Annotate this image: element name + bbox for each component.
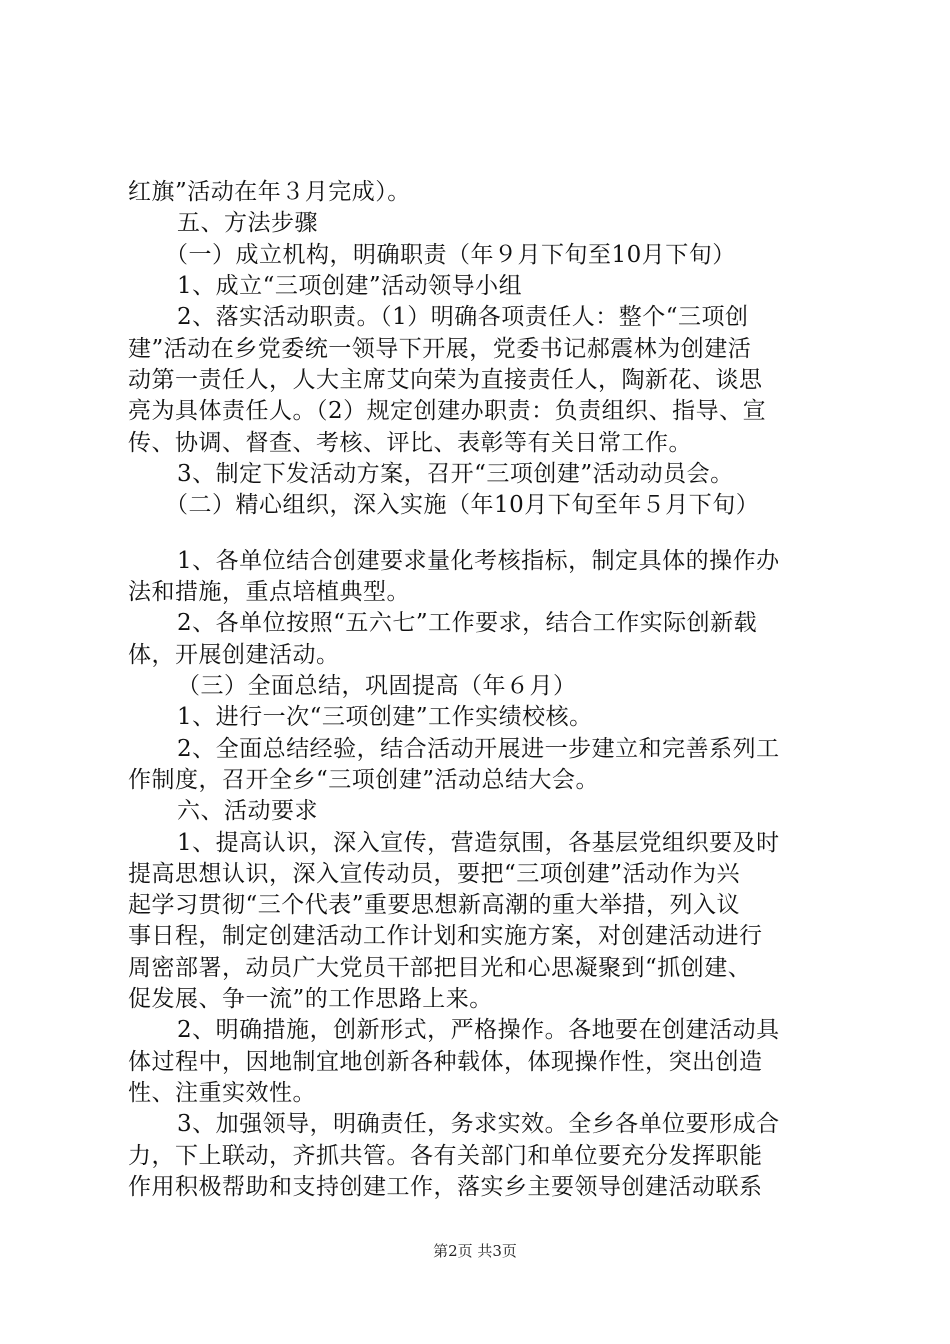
text-line: 作制度，召开全乡“三项创建”活动总结大会。 — [128, 766, 600, 793]
section-heading: 五、方法步骤 — [177, 210, 318, 237]
text-line: 1、进行一次“三项创建”工作实绩校核。 — [177, 704, 593, 731]
text-line: 建”活动在乡党委统一领导下开展，党委书记郝震林为创建活 — [128, 335, 752, 362]
text-line: 2、落实活动职责。（1）明确各项责任人：整个“三项创 — [177, 304, 749, 331]
subsection-heading: （一）成立机构，明确职责（年９月下旬至10月下旬） — [165, 241, 736, 268]
text-line: 动第一责任人，人大主席艾向荣为直接责任人，陶新花、谈思 — [128, 366, 763, 393]
text-line: 2、各单位按照“五六七”工作要求，结合工作实际创新载 — [177, 610, 758, 637]
text-line: 传、协调、督查、考核、评比、表彰等有关日常工作。 — [128, 429, 692, 456]
text-line: 体过程中，因地制宜地创新各种载体，体现操作性，突出创造 — [128, 1048, 763, 1075]
text-line: 提高思想认识，深入宣传动员，要把“三项创建”活动作为兴 — [128, 860, 741, 887]
text-line: 1、提高认识，深入宣传，营造氛围，各基层党组织要及时 — [177, 829, 780, 856]
text-line: 3、加强领导，明确责任，务求实效。全乡各单位要形成合 — [177, 1111, 780, 1138]
section-heading: 六、活动要求 — [177, 798, 318, 825]
page-footer: 第2页 共3页 — [433, 1242, 517, 1260]
text-line: 红旗”活动在年３月完成）。 — [128, 179, 411, 205]
text-line: 3、制定下发活动方案，召开“三项创建”活动动员会。 — [177, 460, 734, 487]
text-line: 法和措施，重点培植典型。 — [128, 578, 410, 605]
text-line: 促发展、争一流”的工作思路上来。 — [128, 986, 493, 1013]
text-line: 性、注重实效性。 — [128, 1080, 316, 1106]
text-line: 体，开展创建活动。 — [128, 641, 340, 668]
text-line: 事日程，制定创建活动工作计划和实施方案，对创建活动进行 — [128, 923, 763, 950]
text-line: 起学习贯彻“三个代表”重要思想新高潮的重大举措，列入议 — [128, 892, 741, 919]
text-line: 1、成立“三项创建”活动领导小组 — [177, 273, 523, 299]
text-line: 2、明确措施，创新形式，严格操作。各地要在创建活动具 — [177, 1017, 780, 1044]
subsection-heading: （二）精心组织，深入实施（年10月下旬至年５月下旬） — [165, 492, 760, 519]
text-line: 周密部署，动员广大党员干部把目光和心思凝聚到“抓创建、 — [128, 954, 752, 981]
text-line: 亮为具体责任人。（2）规定创建办职责：负责组织、指导、宣 — [128, 398, 767, 425]
subsection-heading: （三）全面总结，巩固提高（年６月） — [177, 672, 577, 699]
text-line: 1、各单位结合创建要求量化考核指标，制定具体的操作办 — [177, 547, 780, 574]
text-line: 作用积极帮助和支持创建工作，落实乡主要领导创建活动联系 — [128, 1174, 763, 1200]
text-line: 力，下上联动，齐抓共管。各有关部门和单位要充分发挥职能 — [128, 1142, 763, 1169]
text-line: 2、全面总结经验，结合活动开展进一步建立和完善系列工 — [177, 735, 780, 762]
